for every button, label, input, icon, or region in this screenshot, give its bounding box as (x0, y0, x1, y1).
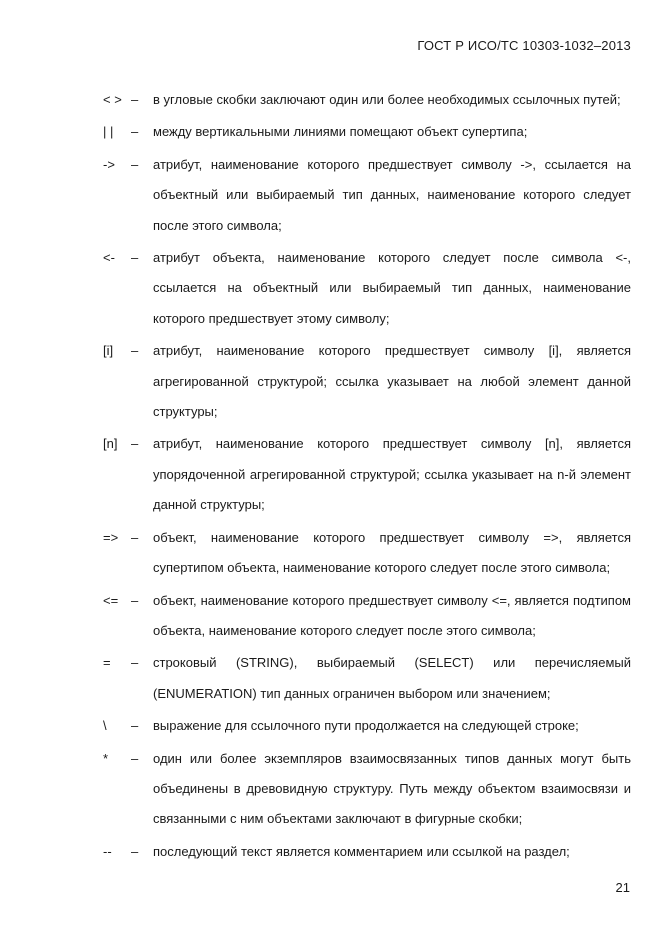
definition-symbol: = (103, 655, 111, 671)
definition-symbol: \ (103, 718, 107, 734)
definition-text: один или более экземпляров взаимосвязанных типов данных могут быть объединены в древовидную структуру. Путь между объектом взаимосвязи и связанными с ним объектами заключают в фигурные скобки; (153, 750, 631, 827)
definition-dash: – (131, 592, 139, 608)
definition-dash: – (131, 718, 139, 734)
notation-definitions-list (103, 85, 631, 869)
definition-symbol: => (103, 529, 119, 545)
definition-dash: – (131, 92, 139, 107)
page-number: 21 (615, 880, 630, 895)
definition-symbol: <= (103, 592, 119, 608)
definition-item (103, 429, 631, 520)
definition-text: объект, наименование которого предшествует символу =>, является супертипом объекта, наименование которого следует после этого символа; (153, 529, 631, 576)
definition-text: в угловые скобки заключают один или более необходимых ссылочных путей; (153, 92, 621, 107)
definition-item (103, 523, 631, 584)
definition-dash: – (131, 124, 139, 140)
definition-item (103, 837, 631, 867)
definition-dash: – (131, 343, 139, 359)
definition-item (103, 336, 631, 427)
definition-symbol: * (103, 750, 109, 766)
definition-symbol: -> (103, 156, 115, 172)
definition-item (103, 648, 631, 709)
definition-dash: – (131, 843, 139, 859)
definition-text: атрибут объекта, наименование которого следует после символа <-, ссылается на объектный или выбираемый тип данных, наименование которого предшествует этому символу; (153, 250, 631, 326)
definition-symbol: [n] (103, 436, 118, 452)
definition-item (103, 711, 631, 741)
definition-item (103, 744, 631, 835)
definition-symbol: | | (103, 124, 114, 140)
definition-dash: – (131, 156, 139, 172)
definition-item (103, 85, 631, 115)
definition-text: атрибут, наименование которого предшествует символу ->, ссылается на объектный или выбираемый тип данных, наименование которого следует после этого символа; (153, 156, 631, 233)
definition-dash: – (131, 529, 139, 545)
definition-text: атрибут, наименование которого предшествует символу [n], является упорядоченной агрегированной структурой; ссылка указывает на n-й элемент данной структуры; (153, 436, 631, 513)
definition-symbol: -- (103, 843, 112, 859)
definition-item (103, 117, 631, 147)
definition-symbol: [i] (103, 343, 114, 359)
definition-dash: – (131, 436, 139, 452)
definition-dash: – (131, 655, 139, 671)
definition-item (103, 586, 631, 647)
definition-text: выражение для ссылочного пути продолжается на следующей строке; (153, 718, 579, 734)
definition-text: между вертикальными линиями помещают объект супертипа; (153, 124, 528, 140)
definition-dash: – (131, 250, 139, 266)
document-header: ГОСТ Р ИСО/ТС 10303-1032–2013 (417, 38, 631, 53)
definition-text: атрибут, наименование которого предшествует символу [i], является агрегированной структурой; cсылка указывает на любой элемент данной структуры; (153, 343, 631, 420)
definition-symbol: < > (103, 92, 122, 107)
definition-text: строковый (STRING), выбираемый (SELECT) или перечисляемый (ENUMERATION) тип данных ограничен выбором или значением; (153, 655, 631, 701)
definition-dash: – (131, 750, 139, 766)
definition-symbol: <- (103, 250, 115, 266)
definition-item (103, 243, 631, 334)
definition-text: последующий текст является комментарием или ссылкой на раздел; (153, 843, 570, 859)
definition-text: объект, наименование которого предшествует символу <=, является подтипом объекта, наименование которого следует после этого символа; (153, 592, 631, 638)
definition-item (103, 150, 631, 241)
